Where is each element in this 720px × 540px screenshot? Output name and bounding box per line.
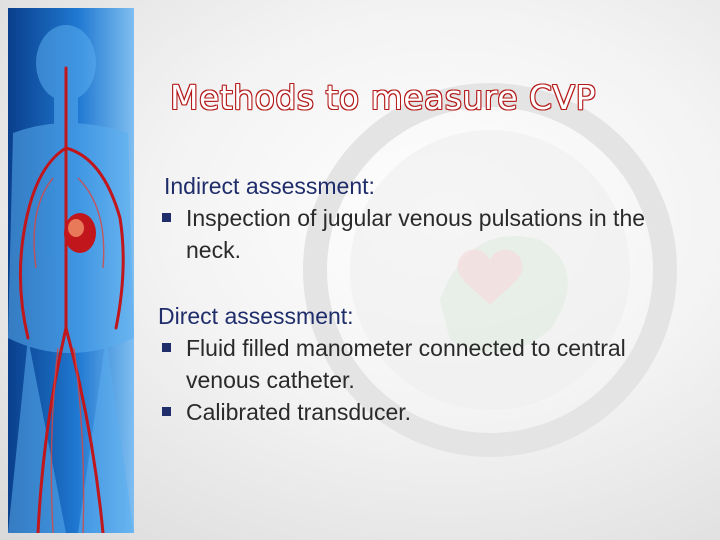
bullet-list (158, 332, 698, 428)
slide-title: Methods to measure CVP (170, 78, 596, 117)
bullet-list (158, 202, 698, 266)
bullet-text: Inspection of jugular venous pulsations in the neck. (186, 205, 646, 263)
slide-content (158, 170, 698, 428)
section-indirect-assessment (158, 170, 698, 266)
circulatory-system-image (8, 8, 134, 533)
bullet-item (158, 396, 698, 428)
section-heading: Direct assessment: (158, 303, 354, 329)
bullet-text: Calibrated transducer. (186, 399, 412, 425)
bullet-text: Fluid filled manometer connected to central venous catheter. (186, 335, 626, 393)
square-bullet-icon (162, 343, 171, 352)
section-direct-assessment (158, 300, 698, 428)
square-bullet-icon (162, 407, 171, 416)
square-bullet-icon (162, 213, 171, 222)
section-heading: Indirect assessment: (164, 173, 375, 199)
bullet-item (158, 202, 698, 266)
bullet-item (158, 332, 698, 396)
